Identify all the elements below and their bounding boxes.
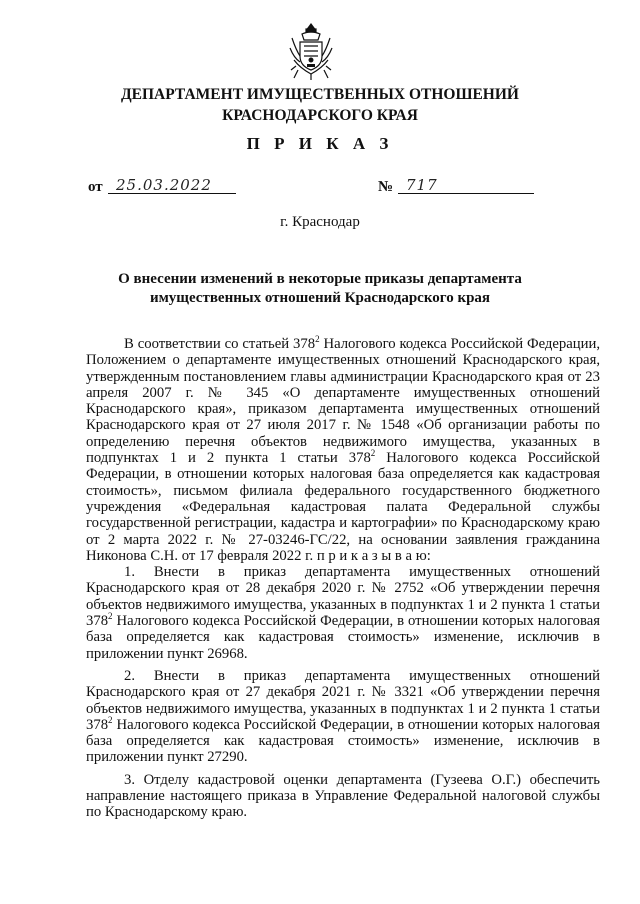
item-1-paragraph	[86, 564, 600, 662]
department-header	[0, 84, 640, 126]
number-value: 717	[406, 176, 438, 194]
superscript: 2	[370, 448, 376, 459]
item-2-text-a: 2. Внести в приказ департамента имущественных отношений Краснодарского края от 27 декабря 2021 г. № 3321 «Об утверждении перечня объектов недвижимого имущества, указанных в подпунктах 1 и 2 пункта 1 статьи 378	[86, 667, 600, 733]
order-body	[86, 336, 600, 821]
header-line-2: КРАСНОДАРСКОГО КРАЯ	[222, 107, 418, 124]
superscript: 2	[315, 334, 320, 345]
intro-paragraph	[86, 336, 600, 564]
date-label: от	[88, 179, 103, 195]
item-3-paragraph: 3. Отделу кадастровой оценки департамента (Гузеева О.Г.) обеспечить направление настоящего приказа в Управление Федеральной налоговой службы по Краснодарскому краю.	[86, 771, 600, 821]
order-subject	[100, 270, 540, 308]
subject-line-2: имущественных отношений Краснодарского края	[149, 290, 491, 306]
intro-text-a: В соответствии со статьей 378	[124, 336, 316, 352]
city: г. Краснодар	[280, 214, 360, 230]
number-label: №	[378, 179, 394, 195]
item-1-text-a: 1. Внести в приказ департамента имущественных отношений Краснодарского края от 28 декабря 2020 г. № 2752 «Об утверждении перечня объектов недвижимого имущества, указанных в подпунктах 1 и 2 пункта 1 статьи 378	[86, 564, 600, 630]
superscript: 2	[108, 714, 113, 725]
subject-line-1: О внесении изменений в некоторые приказы департамента	[118, 271, 522, 287]
order-title: П Р И К А З	[246, 134, 394, 153]
date-number-line	[88, 174, 548, 200]
intro-text-b: Налогового кодекса Российской Федерации, Положением о департаменте имущественных отношений Краснодарского края, утвержденным постановлением главы администрации Краснодарского края от 23 апреля 2007 г. № 345 «О департаменте имущественных отношений Краснодарского края», приказом департамента имущественных отношений Краснодарского края от 27 июля 2017 г. № 1548 «Об организации работы по определению перечня объектов недвижимого имущества, указанных в подпунктах 1 и 2 пункта 1 статьи 378	[86, 336, 600, 467]
item-2-paragraph	[86, 668, 600, 766]
item-1-text-b: Налогового кодекса Российской Федерации, в отношении которых налоговая база определяется как кадастровая стоимость» изменение, исключив в приложении пункт 26968.	[86, 613, 600, 662]
item-2-text-b: Налогового кодекса Российской Федерации, в отношении которых налоговая база определяется как кадастровая стоимость» изменение, исключив в приложении пункт 27290.	[86, 716, 600, 766]
superscript: 2	[108, 611, 113, 622]
intro-text-c: Налогового кодекса Российской Федерации, в отношении которых налоговая база определяется как кадастровая стоимость», письмом филиала федерального государственного бюджетного учреждения «Федеральная кадастровая палата Федеральной службы государственной регистрации, кадастра и картографии» по Краснодарскому краю от 2 марта 2022 г. № 27-03246-ГС/22, на основании заявления гражданина Никонова С.Н. от 17 февраля 2022 г. п р и к а з ы в а ю:	[86, 450, 600, 564]
coat-of-arms-icon	[288, 20, 334, 82]
header-line-1: ДЕПАРТАМЕНТ ИМУЩЕСТВЕННЫХ ОТНОШЕНИЙ	[121, 86, 519, 103]
date-value: 25.03.2022	[116, 176, 212, 194]
